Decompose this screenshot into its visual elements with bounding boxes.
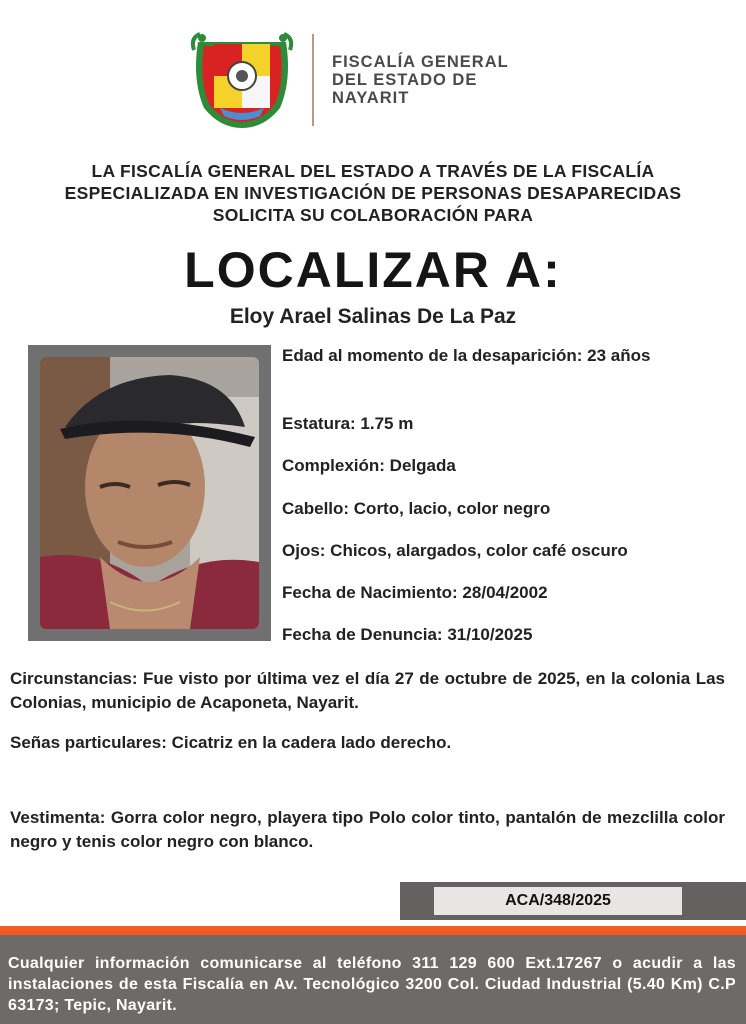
detail-eyes: Ojos: Chicos, alargados, color café oscuro xyxy=(282,541,628,560)
nayarit-coat-of-arms-icon xyxy=(190,30,295,130)
missing-person-photo xyxy=(40,357,259,629)
distinguishing-marks-text: Señas particulares: Cicatriz en la cadera lado derecho. xyxy=(10,733,452,752)
contact-info-text: Cualquier información comunicarse al teléfono 311 129 600 Ext.17267 o acudir a las instalaciones de esta Fiscalía en Av. Tecnológico 3200 Col. Ciudad Industrial (5.40 Km) C.P 63173; Tepic, Nayarit. xyxy=(8,955,736,1014)
detail-age: Edad al momento de la desaparición: 23 años xyxy=(282,346,651,365)
intro-text xyxy=(0,160,746,226)
header-divider xyxy=(312,34,314,126)
detail-report-date: Fecha de Denuncia: 31/10/2025 xyxy=(282,625,533,644)
circumstances-text: Circunstancias: Fue visto por última vez el día 27 de octubre de 2025, en la colonia Las Colonias, municipio de Acaponeta, Nayarit. xyxy=(10,669,725,712)
org-name-line: DEL ESTADO DE xyxy=(332,71,478,89)
intro-line: SOLICITA SU COLABORACIÓN PARA xyxy=(212,205,534,225)
case-number: ACA/348/2025 xyxy=(434,887,682,915)
org-name xyxy=(332,53,509,107)
org-name-line: NAYARIT xyxy=(332,89,410,107)
detail-build: Complexión: Delgada xyxy=(282,456,456,475)
org-name-line: FISCALÍA GENERAL xyxy=(332,53,509,71)
accent-stripe xyxy=(0,926,746,935)
headline: LOCALIZAR A: xyxy=(184,242,562,298)
detail-height: Estatura: 1.75 m xyxy=(282,414,414,433)
detail-birth-date: Fecha de Nacimiento: 28/04/2002 xyxy=(282,583,548,602)
intro-line: LA FISCALÍA GENERAL DEL ESTADO A TRAVÉS DE LA FISCALÍA xyxy=(91,161,655,181)
contact-footer xyxy=(0,935,746,1024)
clothing-text: Vestimenta: Gorra color negro, playera tipo Polo color tinto, pantalón de mezclilla color negro y tenis color negro con blanco. xyxy=(10,808,725,851)
person-name: Eloy Arael Salinas De La Paz xyxy=(229,305,517,328)
header xyxy=(190,30,610,130)
intro-line: ESPECIALIZADA EN INVESTIGACIÓN DE PERSONAS DESAPARECIDAS xyxy=(64,183,682,203)
photo-frame xyxy=(28,345,271,641)
detail-hair: Cabello: Corto, lacio, color negro xyxy=(282,499,551,518)
